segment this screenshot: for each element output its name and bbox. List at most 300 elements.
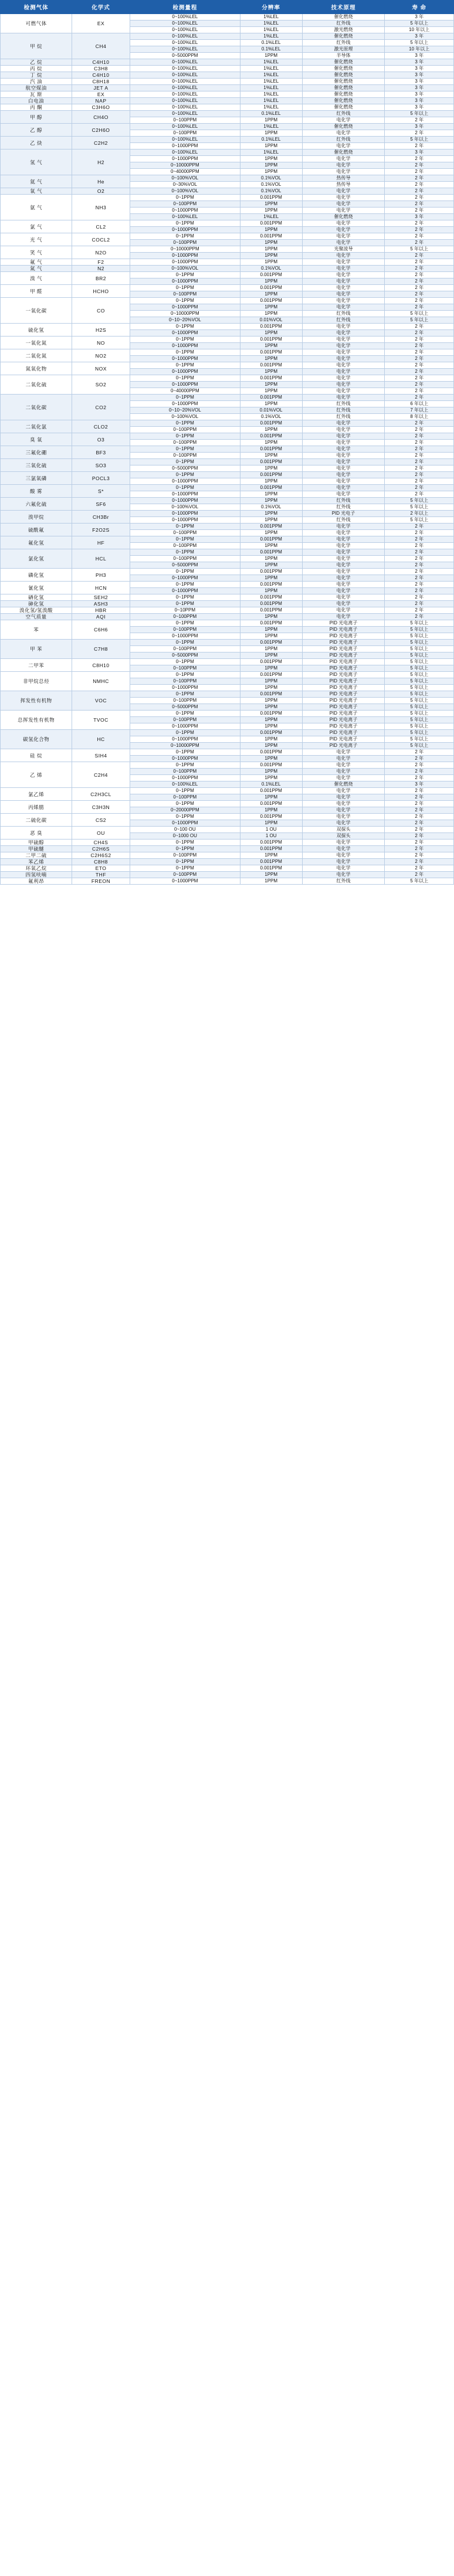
cell-chemical-formula: CS2 [72,814,130,827]
cell-detection-range: 0~1000PPM [130,491,240,498]
cell-technology: 电化学 [302,253,385,259]
cell-gas-name: 航空煤油 [1,85,72,91]
cell-technology: PID 光电离子 [302,691,385,698]
cell-detection-range: 0~1PPM [130,298,240,304]
table-row [1,149,454,156]
cell-gas-name: 恶 臭 [1,827,72,840]
table-row [1,459,454,465]
cell-lifetime: 2 年 [385,220,454,227]
cell-technology: PID 光电离子 [302,717,385,723]
table-row [1,762,454,769]
cell-chemical-formula: ASH3 [72,601,130,607]
cell-technology: PID 光电离子 [302,620,385,627]
cell-resolution: 0.001PPM [240,582,302,588]
cell-detection-range: 0~100%LEL [130,33,240,40]
cell-resolution: 0.001PPM [240,420,302,427]
cell-gas-name: 氯 气 [1,220,72,233]
table-body [1,14,454,885]
cell-chemical-formula: C8H10 [72,659,130,672]
cell-lifetime: 2 年 [385,491,454,498]
cell-detection-range: 0~100%VOL [130,175,240,182]
cell-technology: 催化燃烧 [302,85,385,91]
cell-detection-range: 0~100%LEL [130,79,240,85]
cell-resolution: 1PPM [240,820,302,827]
cell-resolution: 0.1%LEL [240,111,302,117]
cell-resolution: 1 OU [240,833,302,840]
cell-lifetime: 2 年 [385,356,454,362]
cell-detection-range: 0~100%LEL [130,66,240,72]
cell-resolution: 0.001PPM [240,865,302,872]
cell-gas-name: 挥发性有机物 [1,691,72,711]
table-header-row [1,1,454,14]
cell-technology: 电化学 [302,814,385,820]
cell-detection-range: 0~100PPM [130,717,240,723]
cell-resolution: 1PPM [240,511,302,517]
cell-technology: 电化学 [302,769,385,775]
cell-resolution: 0.001PPM [240,801,302,807]
cell-lifetime: 5 年以上 [385,730,454,736]
cell-gas-name: 甲 苯 [1,640,72,659]
cell-lifetime: 2 年 [385,859,454,865]
cell-technology: 电化学 [302,369,385,375]
cell-lifetime: 2 年 [385,588,454,594]
table-row [1,852,454,859]
table-row [1,85,454,91]
cell-chemical-formula: C2H2 [72,137,130,149]
cell-technology: 热传导 [302,175,385,182]
cell-chemical-formula: FREON [72,878,130,885]
cell-chemical-formula: SO2 [72,375,130,395]
cell-technology: 电化学 [302,220,385,227]
cell-lifetime: 5 年以上 [385,317,454,324]
cell-lifetime: 5 年以上 [385,620,454,627]
cell-detection-range: 0~1000PPM [130,143,240,149]
table-row [1,814,454,820]
cell-detection-range: 0~100%LEL [130,59,240,66]
cell-gas-name: 二氧化氮 [1,349,72,362]
cell-resolution: 1%LEL [240,85,302,91]
cell-resolution: 1PPM [240,491,302,498]
cell-chemical-formula: O2 [72,188,130,195]
cell-detection-range: 0~1000 OU [130,833,240,840]
cell-resolution: 1PPM [240,388,302,395]
header-lifetime: 寿 命 [385,1,454,14]
cell-technology: 电化学 [302,762,385,769]
cell-detection-range: 0~1PPM [130,865,240,872]
cell-chemical-formula: VOC [72,691,130,711]
cell-technology: 电化学 [302,562,385,569]
cell-resolution: 1PPM [240,517,302,524]
cell-gas-name: 甲 烷 [1,33,72,59]
table-row [1,872,454,878]
cell-lifetime: 3 年 [385,14,454,21]
cell-lifetime: 2 年 [385,278,454,285]
cell-gas-name: 甲 醛 [1,285,72,298]
cell-detection-range: 0~1PPM [130,420,240,427]
cell-technology: 红外线 [302,414,385,420]
cell-resolution: 1PPM [240,678,302,685]
cell-resolution: 0.001PPM [240,375,302,382]
cell-technology: 激光原理 [302,46,385,53]
cell-technology: 电化学 [302,362,385,369]
cell-detection-range: 0~1PPM [130,285,240,291]
cell-technology: 电化学 [302,382,385,388]
cell-technology: 红外线 [302,504,385,511]
cell-detection-range: 0~100%LEL [130,21,240,27]
cell-technology: 电化学 [302,491,385,498]
cell-chemical-formula: CH3Br [72,511,130,524]
cell-technology: PID 光电子 [302,511,385,517]
cell-chemical-formula: C3H3N [72,801,130,814]
cell-resolution: 0.1%LEL [240,46,302,53]
cell-lifetime: 2 年 [385,388,454,395]
cell-detection-range: 0~100%LEL [130,137,240,143]
cell-technology: 红外线 [302,878,385,885]
cell-technology: 红外线 [302,137,385,143]
cell-lifetime: 2 年 [385,259,454,266]
cell-detection-range: 0~100PPM [130,291,240,298]
cell-lifetime: 2 年 [385,130,454,137]
cell-detection-range: 0~1000PPM [130,588,240,594]
cell-lifetime: 2 年 [385,530,454,536]
cell-chemical-formula: NMHC [72,672,130,691]
cell-resolution: 0.001PPM [240,762,302,769]
cell-detection-range: 0~1000PPM [130,330,240,337]
cell-resolution: 0.01%VOL [240,317,302,324]
cell-detection-range: 0~10~20%VOL [130,407,240,414]
cell-technology: 电化学 [302,117,385,124]
cell-technology: 电化学 [302,846,385,852]
cell-technology: 电化学 [302,607,385,614]
cell-detection-range: 0~1PPM [130,569,240,575]
cell-technology: PID 光电离子 [302,698,385,704]
cell-chemical-formula: N2 [72,266,130,272]
header-technology: 技术原理 [302,1,385,14]
cell-technology: 电化学 [302,453,385,459]
table-row [1,594,454,601]
cell-technology: 电化学 [302,775,385,781]
cell-resolution: 0.001PPM [240,601,302,607]
cell-resolution: 0.001PPM [240,349,302,356]
header-detection-range: 检测量程 [130,1,240,14]
cell-technology: PID 光电离子 [302,736,385,743]
cell-technology: 电化学 [302,304,385,311]
table-row [1,33,454,40]
table-row [1,272,454,278]
cell-resolution: 1PPM [240,562,302,569]
cell-lifetime: 2 年 [385,807,454,814]
table-row [1,827,454,833]
cell-resolution: 1PPM [240,614,302,620]
cell-detection-range: 0~1000PPM [130,575,240,582]
cell-resolution: 1PPM [240,465,302,472]
cell-technology: PID 光电离子 [302,659,385,665]
cell-gas-name: 氢 气 [1,149,72,175]
cell-detection-range: 0~100PPM [130,117,240,124]
cell-technology: 电化学 [302,240,385,246]
cell-detection-range: 0~1000PPM [130,775,240,781]
cell-technology: 催化燃烧 [302,33,385,40]
cell-detection-range: 0~100PPM [130,852,240,859]
cell-chemical-formula: C4H10 [72,59,130,66]
cell-lifetime: 5 年以上 [385,627,454,633]
table-row [1,582,454,588]
cell-chemical-formula: OU [72,827,130,840]
cell-detection-range: 0~1PPM [130,846,240,852]
cell-detection-range: 0~100%VOL [130,266,240,272]
cell-detection-range: 0~1PPM [130,762,240,769]
cell-detection-range: 0~1PPM [130,582,240,588]
cell-resolution: 1%LEL [240,91,302,98]
cell-detection-range: 0~100%LEL [130,124,240,130]
cell-lifetime: 2 年以上 [385,511,454,517]
cell-gas-name: 二甲二硫 [1,852,72,859]
cell-detection-range: 0~1PPM [130,730,240,736]
cell-gas-name: 苯乙烯 [1,859,72,865]
cell-detection-range: 0~40000PPM [130,388,240,395]
table-row [1,536,454,543]
cell-lifetime: 2 年 [385,594,454,601]
cell-technology: 红外线 [302,498,385,504]
cell-detection-range: 0~100PPM [130,678,240,685]
cell-resolution: 1PPM [240,665,302,672]
cell-technology: 电化学 [302,201,385,208]
cell-resolution: 1%LEL [240,214,302,220]
cell-detection-range: 0~1000PPM [130,227,240,233]
cell-detection-range: 0~10000PPM [130,162,240,169]
cell-technology: 双探头 [302,827,385,833]
cell-lifetime: 5 年以上 [385,736,454,743]
cell-resolution: 1PPM [240,227,302,233]
cell-lifetime: 2 年 [385,840,454,846]
cell-detection-range: 0~100PPM [130,872,240,878]
cell-detection-range: 0~100%LEL [130,85,240,91]
cell-chemical-formula: CO [72,298,130,324]
cell-detection-range: 0~5000PPM [130,653,240,659]
cell-chemical-formula: H2 [72,149,130,175]
cell-lifetime: 2 年 [385,607,454,614]
cell-lifetime: 2 年 [385,195,454,201]
cell-resolution: 0.001PPM [240,569,302,575]
cell-resolution: 1PPM [240,575,302,582]
cell-lifetime: 5 年以上 [385,246,454,253]
cell-resolution: 1PPM [240,775,302,781]
cell-resolution: 1PPM [240,588,302,594]
cell-technology: 电化学 [302,395,385,401]
cell-chemical-formula: HBR [72,607,130,614]
cell-lifetime: 3 年 [385,91,454,98]
cell-chemical-formula: NAP [72,98,130,104]
cell-gas-name: 乙 炔 [1,137,72,149]
cell-technology: 双探头 [302,833,385,840]
cell-technology: 电化学 [302,188,385,195]
cell-resolution: 0.1%VOL [240,175,302,182]
cell-resolution: 1PPM [240,756,302,762]
cell-technology: 电化学 [302,330,385,337]
cell-chemical-formula: C7H8 [72,640,130,659]
cell-resolution: 0.001PPM [240,233,302,240]
cell-lifetime: 2 年 [385,478,454,485]
cell-technology: 电化学 [302,485,385,491]
cell-detection-range: 0~1000PPM [130,633,240,640]
cell-technology: 电化学 [302,749,385,756]
cell-technology: 红外线 [302,111,385,117]
cell-detection-range: 0~1000PPM [130,723,240,730]
cell-resolution: 0.001PPM [240,840,302,846]
cell-chemical-formula: F2 [72,259,130,266]
cell-technology: 红外线 [302,517,385,524]
cell-resolution: 1PPM [240,736,302,743]
table-row [1,137,454,143]
cell-chemical-formula: SEH2 [72,594,130,601]
cell-detection-range: 0~30%VOL [130,182,240,188]
cell-resolution: 1PPM [240,453,302,459]
cell-lifetime: 2 年 [385,749,454,756]
cell-chemical-formula: H2S [72,324,130,337]
cell-chemical-formula: C2H6S2 [72,852,130,859]
cell-lifetime: 5 年以上 [385,653,454,659]
cell-lifetime: 7 年以上 [385,407,454,414]
cell-resolution: 1%LEL [240,124,302,130]
cell-resolution: 1PPM [240,543,302,549]
cell-detection-range: 0~1PPM [130,362,240,369]
cell-chemical-formula: N2O [72,246,130,259]
cell-gas-name: 二甲苯 [1,659,72,672]
cell-resolution: 1PPM [240,401,302,407]
cell-technology: PID 光电离子 [302,685,385,691]
table-row [1,259,454,266]
cell-resolution: 0.001PPM [240,659,302,665]
cell-gas-name: 氰化氢 [1,582,72,594]
cell-resolution: 0.001PPM [240,672,302,678]
cell-gas-name: 总挥发性有机物 [1,711,72,730]
table-row [1,337,454,343]
cell-chemical-formula: C8H8 [72,859,130,865]
cell-lifetime: 5 年以上 [385,111,454,117]
cell-technology: 电化学 [302,285,385,291]
cell-gas-name: 三氯氧磷 [1,472,72,485]
cell-resolution: 0.1%VOL [240,182,302,188]
cell-technology: 红外线 [302,311,385,317]
cell-resolution: 1PPM [240,117,302,124]
cell-resolution: 1%LEL [240,79,302,85]
cell-technology: 电化学 [302,801,385,807]
cell-detection-range: 0~1PPM [130,524,240,530]
cell-resolution: 0.001PPM [240,298,302,304]
cell-technology: 红外线 [302,407,385,414]
cell-lifetime: 2 年 [385,182,454,188]
cell-lifetime: 2 年 [385,762,454,769]
cell-detection-range: 0~1PPM [130,485,240,491]
cell-resolution: 0.001PPM [240,433,302,440]
cell-detection-range: 0~1000PPM [130,736,240,743]
cell-gas-name: 硫酰氟 [1,524,72,536]
cell-detection-range: 0~1PPM [130,324,240,330]
cell-lifetime: 2 年 [385,337,454,343]
table-row [1,749,454,756]
table-row [1,511,454,517]
cell-chemical-formula: C3H6O [72,104,130,111]
cell-detection-range: 0~100PPM [130,665,240,672]
cell-lifetime: 2 年 [385,459,454,465]
cell-lifetime: 5 年以上 [385,691,454,698]
cell-detection-range: 0~5000PPM [130,465,240,472]
cell-technology: 红外线 [302,401,385,407]
cell-lifetime: 2 年 [385,162,454,169]
cell-chemical-formula: SO3 [72,459,130,472]
cell-gas-name: 溴 气 [1,272,72,285]
cell-gas-name: 笑 气 [1,246,72,259]
cell-gas-name: 非甲烷总烃 [1,672,72,691]
cell-chemical-formula: C6H6 [72,620,130,640]
table-row [1,188,454,195]
cell-detection-range: 0~1PPM [130,472,240,478]
cell-resolution: 1PPM [240,723,302,730]
cell-lifetime: 2 年 [385,453,454,459]
cell-detection-range: 0~100PPM [130,646,240,653]
cell-technology: 催化燃烧 [302,214,385,220]
cell-technology: PID 光电离子 [302,640,385,646]
cell-lifetime: 2 年 [385,543,454,549]
cell-resolution: 1PPM [240,769,302,775]
cell-detection-range: 0~1000PPM [130,369,240,375]
table-row [1,175,454,182]
cell-gas-name: 一氧化氮 [1,337,72,349]
cell-detection-range: 0~1PPM [130,446,240,453]
cell-chemical-formula: HC [72,730,130,749]
table-row [1,498,454,504]
cell-detection-range: 0~1PPM [130,220,240,227]
cell-technology: 电化学 [302,524,385,530]
cell-lifetime: 2 年 [385,575,454,582]
cell-lifetime: 5 年以上 [385,878,454,885]
cell-resolution: 0.1%LEL [240,137,302,143]
cell-detection-range: 0~1PPM [130,788,240,794]
cell-chemical-formula: C2H4 [72,762,130,788]
cell-gas-name: 一氧化碳 [1,298,72,324]
cell-detection-range: 0~100%LEL [130,27,240,33]
cell-detection-range: 0~1000PPM [130,685,240,691]
cell-gas-name: 甲 醇 [1,111,72,124]
cell-gas-name: 四氢呋喃 [1,872,72,878]
table-row [1,549,454,556]
cell-gas-name: 二氧化硫 [1,375,72,395]
table-row [1,220,454,227]
cell-lifetime: 2 年 [385,827,454,833]
cell-lifetime: 3 年 [385,214,454,220]
cell-technology: 催化燃烧 [302,98,385,104]
cell-lifetime: 2 年 [385,169,454,175]
cell-technology: 电化学 [302,575,385,582]
cell-resolution: 0.1%LEL [240,781,302,788]
table-row [1,640,454,646]
cell-lifetime: 2 年 [385,240,454,246]
cell-detection-range: 0~1000PPM [130,478,240,485]
cell-lifetime: 2 年 [385,420,454,427]
header-gas-name: 检测气体 [1,1,72,14]
cell-chemical-formula: F2O2S [72,524,130,536]
cell-technology: 电化学 [302,788,385,794]
cell-resolution: 0.001PPM [240,814,302,820]
table-row [1,788,454,794]
cell-detection-range: 0~5000PPM [130,704,240,711]
cell-technology: 电化学 [302,143,385,149]
cell-technology: 电化学 [302,594,385,601]
cell-resolution: 1PPM [240,743,302,749]
cell-lifetime: 2 年 [385,375,454,382]
cell-detection-range: 0~5000PPM [130,562,240,569]
cell-technology: 电化学 [302,356,385,362]
